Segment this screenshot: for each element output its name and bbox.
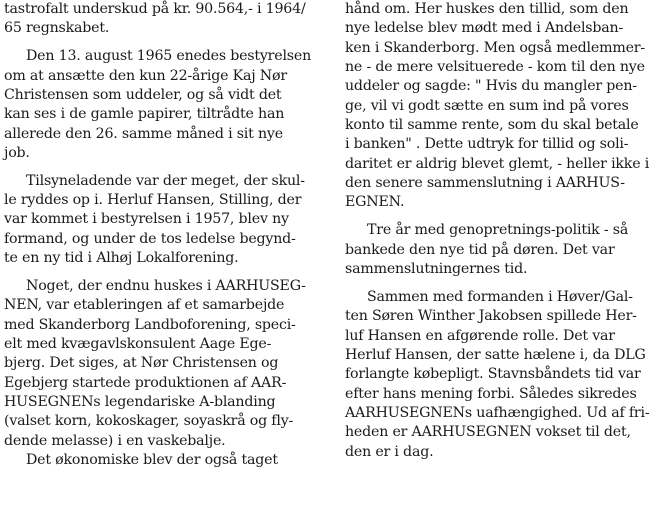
text-line: heden er AARHUSEGNEN vokset til det,: [345, 424, 631, 441]
text-line: efter hans mening forbi. Således sikredes: [345, 385, 637, 402]
text-line: konto til samme rente, som du skal betale: [345, 117, 639, 134]
text-line: sammenslutningernes tid.: [345, 260, 528, 277]
text-line: ne - de mere velsituerede - kom til den nye: [345, 59, 645, 76]
text-line: Tre år med genopretnings-politik - så: [367, 222, 629, 239]
text-line: bjerg. Det siges, at Nør Christensen og: [4, 355, 279, 372]
text-line: med Skanderborg Landboforening, speci-: [4, 316, 296, 333]
paragraph: [4, 172, 316, 269]
text-line: job.: [4, 144, 30, 161]
text-line: Noget, der endnu huskes i AARHUSEG-: [26, 277, 306, 294]
text-line: uddeler og sagde: " Hvis du mangler pen-: [345, 78, 637, 95]
paragraph: [4, 0, 316, 39]
text-line: AARHUSEGNENs uafhængighed. Ud af fri-: [345, 404, 650, 421]
text-line: Herluf Hansen, der satte hælene i, da DLG: [345, 346, 646, 363]
text-line: dende melasse) i en vaskebalje.: [4, 432, 226, 449]
text-line: Egebjerg startede produktionen af AAR-: [4, 374, 287, 391]
text-line: le ryddes op i. Herluf Hansen, Stilling, der: [4, 192, 302, 209]
text-line: 65 regnskabet.: [4, 20, 110, 37]
text-line: ten Søren Winther Jakobsen spillede Her-: [345, 308, 637, 325]
paragraph: [4, 47, 316, 163]
paragraph: [345, 0, 663, 213]
text-line: EGNEN.: [345, 194, 405, 211]
text-line: hånd om. Her huskes den tillid, som den: [345, 1, 629, 17]
text-line: i banken" . Dette udtryk for tillid og soli-: [345, 136, 629, 153]
text-line: Sammen med formanden i Høver/Gal-: [367, 288, 633, 305]
paragraph: [4, 451, 316, 470]
text-line: var kommet i bestyrelsen i 1957, blev ny: [4, 211, 289, 228]
text-line: nye ledelse blev mødt med i Andelsban-: [345, 20, 624, 37]
text-line: den er i dag.: [345, 443, 434, 460]
text-line: forlangte købepligt. Stavnsbåndets tid var: [345, 366, 641, 383]
text-line: HUSEGNENs legendariske A-blanding: [4, 394, 276, 411]
text-line: allerede den 26. samme måned i sit nye: [4, 125, 283, 142]
text-line: ge, vil vi godt sætte en sum ind på vores: [345, 97, 629, 114]
text-line: Tilsyneladende var der meget, der skul-: [26, 172, 305, 189]
text-line: formand, og under de tos ledelse begynd-: [4, 230, 296, 247]
text-line: (valset korn, kokoskager, soyaskrå og fly-: [4, 413, 294, 430]
paragraph: [345, 288, 663, 462]
text-line: tastrofalt underskud på kr. 90.564,- i 1964/: [4, 1, 306, 17]
paragraph: [4, 277, 316, 451]
text-line: bankede den nye tid på døren. Det var: [345, 241, 615, 258]
text-line: kan ses i de gamle papirer, tiltrådte han: [4, 106, 285, 123]
text-line: luf Hansen en afgørende rolle. Det var: [345, 327, 615, 344]
text-line: Christensen som uddeler, og så vidt det: [4, 86, 282, 103]
text-line: elt med kvægavlskonsulent Aage Ege-: [4, 336, 272, 352]
left-column: [4, 0, 316, 470]
right-column: [345, 0, 663, 462]
text-line: ken i Skanderborg. Men også medlemmer-: [345, 39, 645, 56]
text-line: om at ansætte den kun 22-årige Kaj Nør: [4, 67, 287, 84]
text-line: daritet er aldrig blevet glemt, - heller ikke i: [345, 155, 650, 172]
text-line: Det økonomiske blev der også taget: [26, 452, 278, 469]
text-line: Den 13. august 1965 enedes bestyrelsen: [26, 48, 312, 65]
text-line: NEN, var etableringen af et samarbejde: [4, 297, 285, 314]
text-line: te en ny tid i Alhøj Lokalforening.: [4, 250, 239, 267]
text-line: den senere sammenslutning i AARHUS-: [345, 175, 625, 192]
paragraph: [345, 221, 663, 279]
